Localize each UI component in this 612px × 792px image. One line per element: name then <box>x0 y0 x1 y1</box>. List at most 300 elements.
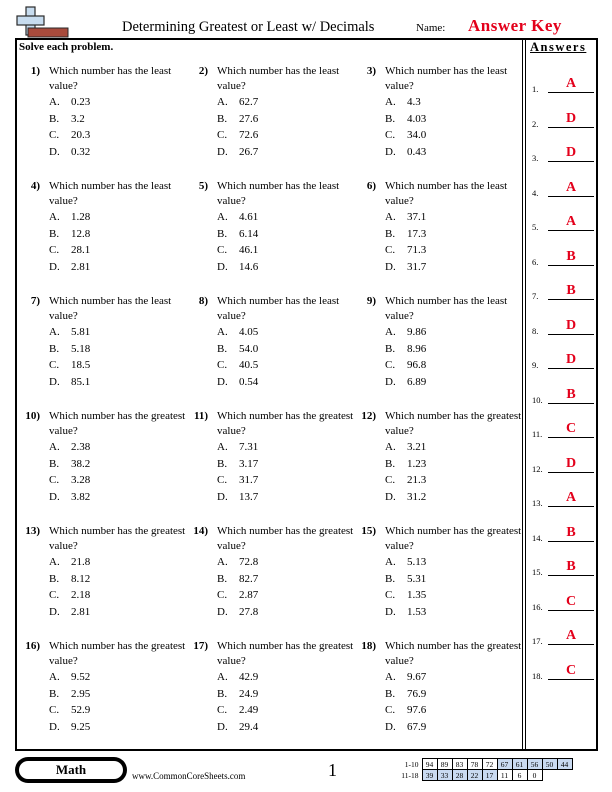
option <box>385 144 426 161</box>
option <box>217 554 258 571</box>
option-letter: D. <box>49 490 60 503</box>
option <box>217 127 258 144</box>
option-value: 67.9 <box>407 720 427 733</box>
option <box>49 587 90 604</box>
problem-number: 1) <box>30 65 40 77</box>
option-letter: C. <box>49 129 60 142</box>
answer-letter: C <box>565 593 577 609</box>
problem-options <box>49 439 90 505</box>
problem-options <box>49 209 90 275</box>
option <box>217 111 258 128</box>
option <box>49 374 90 391</box>
answer-letter: D <box>565 145 577 160</box>
option <box>49 357 90 374</box>
option-letter: B. <box>49 342 60 355</box>
option-value: 38.2 <box>71 457 91 470</box>
answer-letter: B <box>566 248 576 264</box>
answer-letter: D <box>565 110 577 126</box>
problem-options <box>217 324 258 390</box>
problem-options <box>217 209 258 275</box>
option-value: 27.8 <box>239 605 259 618</box>
score-cell: 17 <box>482 770 497 781</box>
problem-question: Which number has the greatest value? <box>49 525 186 552</box>
problem-question: Which number has the least value? <box>385 295 508 322</box>
option-letter: A. <box>385 441 396 453</box>
option <box>217 587 258 604</box>
answer-row-5 <box>532 212 594 232</box>
option-value: 9.52 <box>71 671 91 683</box>
option <box>217 669 258 686</box>
option-letter: A. <box>217 326 228 338</box>
option <box>49 259 90 276</box>
problem-question: Which number has the least value? <box>49 295 172 322</box>
option <box>385 226 426 243</box>
name-label: Name: <box>416 22 446 34</box>
problem-number: 9) <box>366 295 376 307</box>
option-value: 62.7 <box>239 96 259 108</box>
option <box>217 324 258 341</box>
option-value: 1.35 <box>407 589 427 602</box>
answer-number: 4. <box>532 187 539 198</box>
option-letter: D. <box>385 490 396 503</box>
score-cell: 78 <box>467 759 482 770</box>
problem-question: Which number has the least value? <box>217 180 340 207</box>
answer-number: 15. <box>532 567 543 577</box>
option <box>217 686 258 703</box>
option <box>217 439 258 456</box>
option <box>49 669 90 686</box>
option <box>217 374 258 391</box>
answer-row-13 <box>532 488 594 508</box>
option-letter: C. <box>49 244 60 257</box>
score-cell: 22 <box>467 770 482 781</box>
option-letter: D. <box>217 375 228 388</box>
option-letter: B. <box>385 457 396 470</box>
option-value: 28.1 <box>71 244 91 257</box>
option-value: 12.8 <box>71 227 91 240</box>
answer-line <box>548 265 594 266</box>
option-letter: D. <box>217 605 228 618</box>
option-letter: B. <box>49 227 60 240</box>
option-letter: B. <box>49 112 60 125</box>
score-cell: 61 <box>512 759 527 770</box>
option <box>49 242 90 259</box>
problem-question: Which number has the greatest value? <box>49 640 186 667</box>
answer-letter: C <box>565 662 577 678</box>
option-value: 27.6 <box>239 112 259 125</box>
option-value: 2.18 <box>71 589 91 602</box>
option-value: 9.86 <box>407 326 427 338</box>
option-value: 46.1 <box>239 244 259 257</box>
option-value: 20.3 <box>71 129 91 142</box>
plus-minus-logo-icon <box>16 6 72 40</box>
option <box>385 587 426 604</box>
answer-number: 1. <box>532 84 539 94</box>
option <box>49 111 90 128</box>
option-letter: B. <box>49 457 60 470</box>
score-cell: 11 <box>497 770 512 781</box>
option-value: 5.81 <box>71 326 91 338</box>
answer-letter: C <box>565 421 577 436</box>
option-value: 24.9 <box>239 687 259 700</box>
option-value: 72.6 <box>239 129 259 142</box>
option-value: 3.21 <box>407 441 427 453</box>
problem-question: Which number has the greatest value? <box>385 640 522 667</box>
answer-number: 8. <box>532 325 539 336</box>
option-letter: A. <box>385 326 396 338</box>
option <box>217 144 258 161</box>
option-letter: C. <box>385 129 396 142</box>
option-letter: D. <box>49 605 60 618</box>
problem-options <box>217 94 258 160</box>
option-value: 2.87 <box>239 589 259 602</box>
problem-number: 8) <box>198 295 208 307</box>
option-letter: B. <box>49 572 60 585</box>
option-letter: A. <box>49 326 60 338</box>
score-row-label: 1-10 <box>404 759 419 769</box>
problem-options <box>385 669 426 735</box>
problem-number: 3) <box>366 65 376 77</box>
option-letter: C. <box>217 244 228 257</box>
answer-line <box>548 196 594 197</box>
option-value: 2.81 <box>71 605 91 618</box>
option <box>49 341 90 358</box>
option <box>49 571 90 588</box>
answer-line <box>548 127 594 128</box>
problem-options <box>217 439 258 505</box>
answer-letter: B <box>566 559 576 574</box>
option-letter: D. <box>385 260 396 273</box>
option-letter: B. <box>385 112 396 125</box>
option-value: 31.7 <box>239 474 259 487</box>
problem-number: 10) <box>25 410 40 422</box>
option-value: 2.49 <box>239 704 259 717</box>
option <box>385 374 426 391</box>
score-cell: 50 <box>542 759 557 770</box>
option-value: 4.03 <box>407 112 427 125</box>
option-letter: B. <box>217 227 228 240</box>
option <box>217 702 258 719</box>
option <box>385 456 426 473</box>
option-value: 42.9 <box>239 671 259 683</box>
option-letter: C. <box>49 589 60 602</box>
option-letter: B. <box>385 227 396 240</box>
answer-letter: A <box>565 76 577 91</box>
answer-number: 10. <box>532 394 543 405</box>
option-letter: A. <box>49 96 60 108</box>
answer-row-17 <box>532 626 594 646</box>
option <box>385 439 426 456</box>
option-letter: C. <box>217 589 228 602</box>
option-value: 9.25 <box>71 720 91 733</box>
answer-number: 11. <box>532 429 543 439</box>
option <box>217 719 258 736</box>
option-value: 5.31 <box>407 572 427 585</box>
option-value: 37.1 <box>407 211 427 223</box>
option-letter: D. <box>49 375 60 388</box>
option-value: 5.13 <box>407 556 427 568</box>
score-row <box>398 759 572 770</box>
answer-row-2 <box>532 109 594 129</box>
option-value: 29.4 <box>239 720 259 733</box>
option-letter: C. <box>217 704 228 717</box>
answer-letter: D <box>565 352 577 367</box>
option-letter: A. <box>49 441 60 453</box>
option <box>385 324 426 341</box>
option-value: 8.96 <box>407 342 427 355</box>
subject-badge: Math <box>17 759 125 781</box>
option-value: 97.6 <box>407 704 427 717</box>
option-letter: D. <box>49 145 60 158</box>
answer-number: 9. <box>532 360 539 370</box>
option <box>49 686 90 703</box>
problem-question: Which number has the least value? <box>385 65 508 92</box>
option-letter: B. <box>385 342 396 355</box>
answer-line <box>548 161 594 162</box>
option <box>49 144 90 161</box>
answer-letter: D <box>565 317 577 333</box>
problem-question: Which number has the greatest value? <box>217 525 354 552</box>
option-value: 54.0 <box>239 342 259 355</box>
answer-line <box>548 575 594 576</box>
answer-row-18 <box>532 661 594 681</box>
answer-line <box>548 368 594 369</box>
option-letter: C. <box>385 704 396 717</box>
option <box>49 209 90 226</box>
option-letter: D. <box>217 145 228 158</box>
option-letter: C. <box>217 129 228 142</box>
problem-question: Which number has the greatest value? <box>385 410 522 437</box>
option <box>49 456 90 473</box>
option <box>49 324 90 341</box>
option-value: 72.8 <box>239 556 259 568</box>
option-value: 0.23 <box>71 96 91 108</box>
option-letter: C. <box>49 704 60 717</box>
option-letter: C. <box>49 474 60 487</box>
problem-number: 4) <box>30 180 40 192</box>
problem-options <box>49 94 90 160</box>
answer-row-15 <box>532 557 594 577</box>
option <box>49 719 90 736</box>
answer-number: 5. <box>532 222 539 232</box>
answer-line <box>548 230 594 231</box>
problem-options <box>217 554 258 620</box>
option <box>49 127 90 144</box>
option <box>385 472 426 489</box>
answer-number: 18. <box>532 670 543 681</box>
option-value: 14.6 <box>239 260 259 273</box>
score-cell: 72 <box>482 759 497 770</box>
option <box>385 489 426 506</box>
problem-question: Which number has the least value? <box>217 295 340 322</box>
option-value: 21.8 <box>71 556 91 568</box>
answer-number: 17. <box>532 636 543 646</box>
problem-number: 18) <box>361 640 376 652</box>
problem-question: Which number has the least value? <box>217 65 340 92</box>
option <box>49 702 90 719</box>
score-cell: 67 <box>497 759 512 770</box>
score-row-label: 11-18 <box>401 770 419 780</box>
option-value: 0.54 <box>239 375 259 388</box>
problem-options <box>385 324 426 390</box>
option <box>385 127 426 144</box>
option-value: 0.32 <box>71 145 91 158</box>
option <box>385 111 426 128</box>
answer-letter: B <box>566 386 576 402</box>
problem-number: 14) <box>193 525 208 537</box>
problem-question: Which number has the greatest value? <box>49 410 186 437</box>
answer-letter: A <box>565 628 577 643</box>
option-letter: D. <box>217 490 228 503</box>
answer-number: 2. <box>532 118 539 129</box>
option-letter: A. <box>385 671 396 683</box>
problem-options <box>49 324 90 390</box>
option <box>217 226 258 243</box>
problem-options <box>49 554 90 620</box>
option-letter: D. <box>385 375 396 388</box>
answer-row-7 <box>532 281 594 301</box>
option-letter: A. <box>217 96 228 108</box>
option <box>385 604 426 621</box>
score-cell: 89 <box>437 759 452 770</box>
option <box>49 489 90 506</box>
option-value: 9.67 <box>407 671 427 683</box>
option-value: 6.14 <box>239 227 259 240</box>
option-letter: B. <box>385 572 396 585</box>
answers-title: Answers <box>530 40 587 54</box>
answer-row-1 <box>532 74 594 94</box>
answer-letter: B <box>566 283 576 298</box>
option-value: 4.05 <box>239 326 259 338</box>
option-letter: A. <box>217 671 228 683</box>
option-letter: D. <box>217 720 228 733</box>
option-value: 6.89 <box>407 375 427 388</box>
answer-row-6 <box>532 247 594 267</box>
option-value: 40.5 <box>239 359 259 372</box>
option-value: 2.81 <box>71 260 91 273</box>
answer-line <box>548 403 594 404</box>
option-letter: A. <box>217 211 228 223</box>
option <box>385 702 426 719</box>
score-cell: 56 <box>527 759 542 770</box>
option <box>217 604 258 621</box>
option <box>217 94 258 111</box>
option-value: 26.7 <box>239 145 259 158</box>
option <box>49 554 90 571</box>
problem-number: 7) <box>30 295 40 307</box>
answer-letter: D <box>565 455 577 471</box>
answer-row-3 <box>532 143 594 163</box>
option <box>217 456 258 473</box>
answer-line <box>548 472 594 473</box>
option-letter: C. <box>49 359 60 372</box>
problem-number: 15) <box>361 525 376 537</box>
option-value: 34.0 <box>407 129 427 142</box>
score-cell: 94 <box>422 759 437 770</box>
option <box>385 686 426 703</box>
problem-question: Which number has the least value? <box>385 180 508 207</box>
option-value: 18.5 <box>71 359 91 372</box>
option <box>49 439 90 456</box>
problem-options <box>385 209 426 275</box>
answer-line <box>548 610 594 611</box>
answer-line <box>548 541 594 542</box>
problem-options <box>385 94 426 160</box>
answer-row-9 <box>532 350 594 370</box>
option-value: 52.9 <box>71 704 91 717</box>
option <box>385 209 426 226</box>
answer-letter: A <box>565 490 577 505</box>
problem-number: 16) <box>25 640 40 652</box>
option-value: 31.7 <box>407 260 427 273</box>
problem-options <box>385 554 426 620</box>
option-letter: A. <box>217 556 228 568</box>
website-link[interactable]: www.CommonCoreSheets.com <box>132 771 246 781</box>
option <box>49 472 90 489</box>
problem-question: Which number has the greatest value? <box>385 525 522 552</box>
option-value: 0.43 <box>407 145 427 158</box>
option-value: 4.61 <box>239 211 259 223</box>
problem-options <box>49 669 90 735</box>
option-letter: A. <box>217 441 228 453</box>
option-value: 3.17 <box>239 457 259 470</box>
option <box>385 554 426 571</box>
problem-number: 17) <box>193 640 208 652</box>
option-letter: C. <box>385 474 396 487</box>
option-letter: D. <box>49 260 60 273</box>
answer-number: 6. <box>532 256 539 267</box>
answer-line <box>548 679 594 680</box>
option <box>385 94 426 111</box>
option-value: 7.31 <box>239 441 259 453</box>
option <box>385 242 426 259</box>
option-letter: C. <box>385 589 396 602</box>
option <box>385 571 426 588</box>
option-letter: A. <box>385 96 396 108</box>
score-cell: 28 <box>452 770 467 781</box>
option <box>385 357 426 374</box>
score-cell: 6 <box>512 770 527 781</box>
worksheet-title: Determining Greatest or Least w/ Decimals <box>122 19 375 35</box>
option-value: 82.7 <box>239 572 259 585</box>
option-letter: C. <box>385 244 396 257</box>
option-letter: B. <box>385 687 396 700</box>
option <box>217 242 258 259</box>
answer-letter: A <box>565 214 577 229</box>
option-letter: B. <box>217 112 228 125</box>
answer-row-11 <box>532 419 594 439</box>
option-letter: C. <box>385 359 396 372</box>
answer-line <box>548 644 594 645</box>
answer-row-4 <box>532 178 594 198</box>
option-value: 71.3 <box>407 244 427 257</box>
instructions: Solve each problem. <box>19 41 114 53</box>
option-letter: B. <box>217 687 228 700</box>
option-value: 5.18 <box>71 342 91 355</box>
option <box>217 209 258 226</box>
answer-line <box>548 299 594 300</box>
problem-number: 13) <box>25 525 40 537</box>
option-letter: D. <box>49 720 60 733</box>
option-letter: B. <box>217 342 228 355</box>
option-value: 4.3 <box>407 96 421 108</box>
option <box>217 341 258 358</box>
option-value: 3.2 <box>71 112 85 125</box>
option-value: 76.9 <box>407 687 427 700</box>
option <box>385 669 426 686</box>
option-letter: D. <box>385 145 396 158</box>
answer-letter: A <box>565 179 577 195</box>
